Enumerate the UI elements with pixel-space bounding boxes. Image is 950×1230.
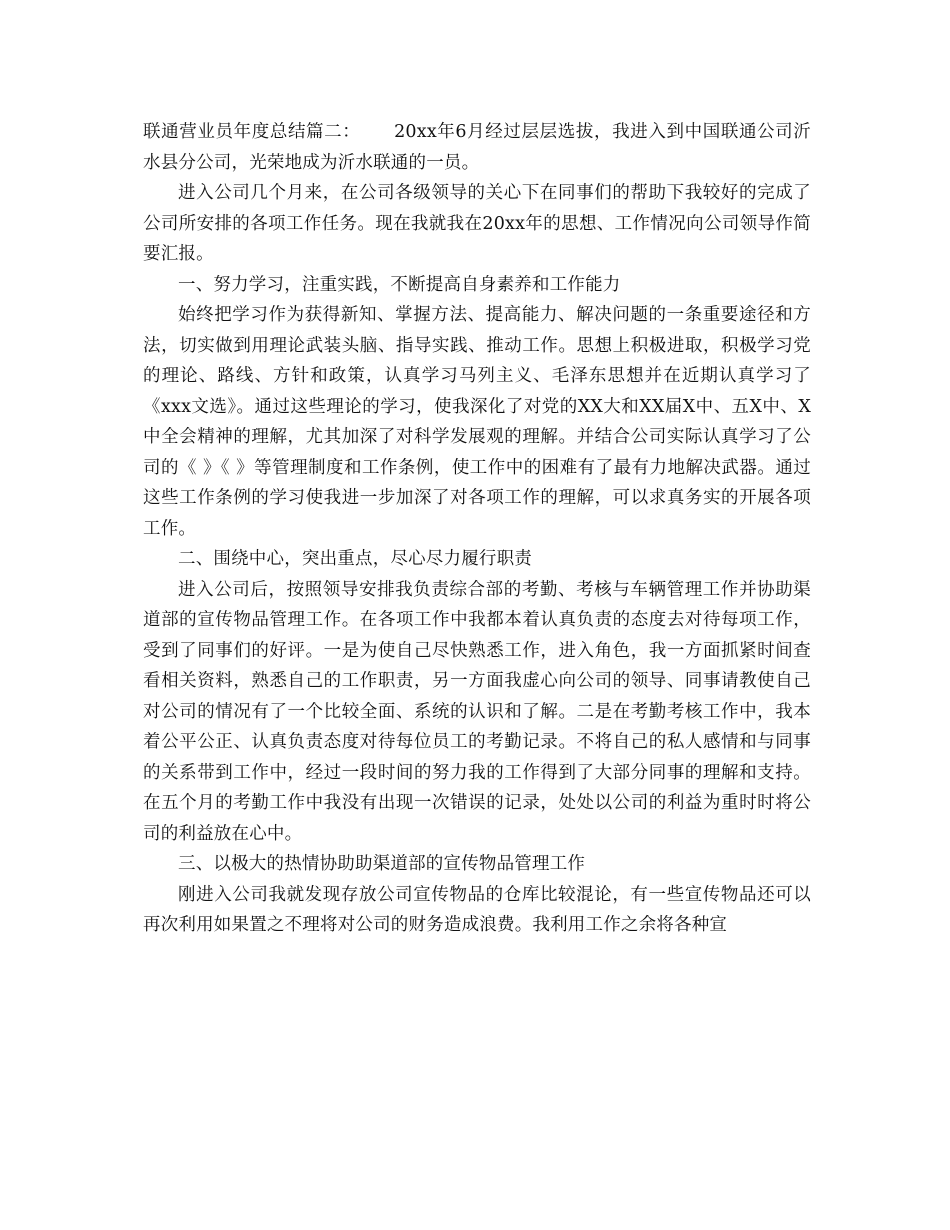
document-body — [143, 117, 811, 941]
section-heading-2: 二、围绕中心，突出重点，尽心尽力履行职责 — [178, 549, 532, 569]
section-1-paragraph: 始终把学习作为获得新知、掌握方法、提高能力、解决问题的一条重要途径和方法，切实做到用理论武装头脑、指导实践、推动工作。思想上积极进取，积极学习党的理论、路线、方针和政策，认真学习马列主义、毛泽东思想并在近期认真学习了《xxx文选》。通过这些理论的学习，使我深化了对党的XX大和XX届X中、五X中、X中全会精神的理解，尤其加深了对科学发展观的理解。并结合公司实际认真学习了公司的《 》《 》等管理制度和工作条例，使工作中的困难有了最有力地解决武器。通过这些工作条例的学习使我进一步加深了对各项工作的理解，可以求真务实的开展各项工作。 — [143, 305, 811, 539]
section-3-paragraph: 刚进入公司我就发现存放公司宣传物品的仓库比较混论，有一些宣传物品还可以再次利用如果置之不理将对公司的财务造成浪费。我利用工作之余将各种宣 — [143, 884, 811, 935]
intro-paragraph: 联通营业员年度总结篇二： 20xx年6月经过层层选拔，我进入到中国联通公司沂水县分公司，光荣地成为沂水联通的一员。 — [143, 122, 811, 173]
section-heading-3: 三、以极大的热情协助助渠道部的宣传物品管理工作 — [178, 854, 586, 874]
overview-paragraph: 进入公司几个月来，在公司各级领导的关心下在同事们的帮助下我较好的完成了公司所安排的各项工作任务。现在我就我在20xx年的思想、工作情况向公司领导作简要汇报。 — [143, 183, 811, 264]
section-heading-1: 一、努力学习，注重实践，不断提高自身素养和工作能力 — [178, 274, 621, 295]
section-2-paragraph: 进入公司后，按照领导安排我负责综合部的考勤、考核与车辆管理工作并协助渠道部的宣传物品管理工作。在各项工作中我都本着认真负责的态度去对待每项工作，受到了同事们的好评。一是为使自己尽快熟悉工作，进入角色，我一方面抓紧时间查看相关资料，熟悉自己的工作职责，另一方面我虚心向公司的领导、同事请教使自己对公司的情况有了一个比较全面、系统的认识和了解。二是在考勤考核工作中，我本着公平公正、认真负责态度对待每位员工的考勤记录。不将自己的私人感情和与同事的关系带到工作中，经过一段时间的努力我的工作得到了大部分同事的理解和支持。在五个月的考勤工作中我没有出现一次错误的记录，处处以公司的利益为重时时将公司的利益放在心中。 — [143, 579, 811, 844]
